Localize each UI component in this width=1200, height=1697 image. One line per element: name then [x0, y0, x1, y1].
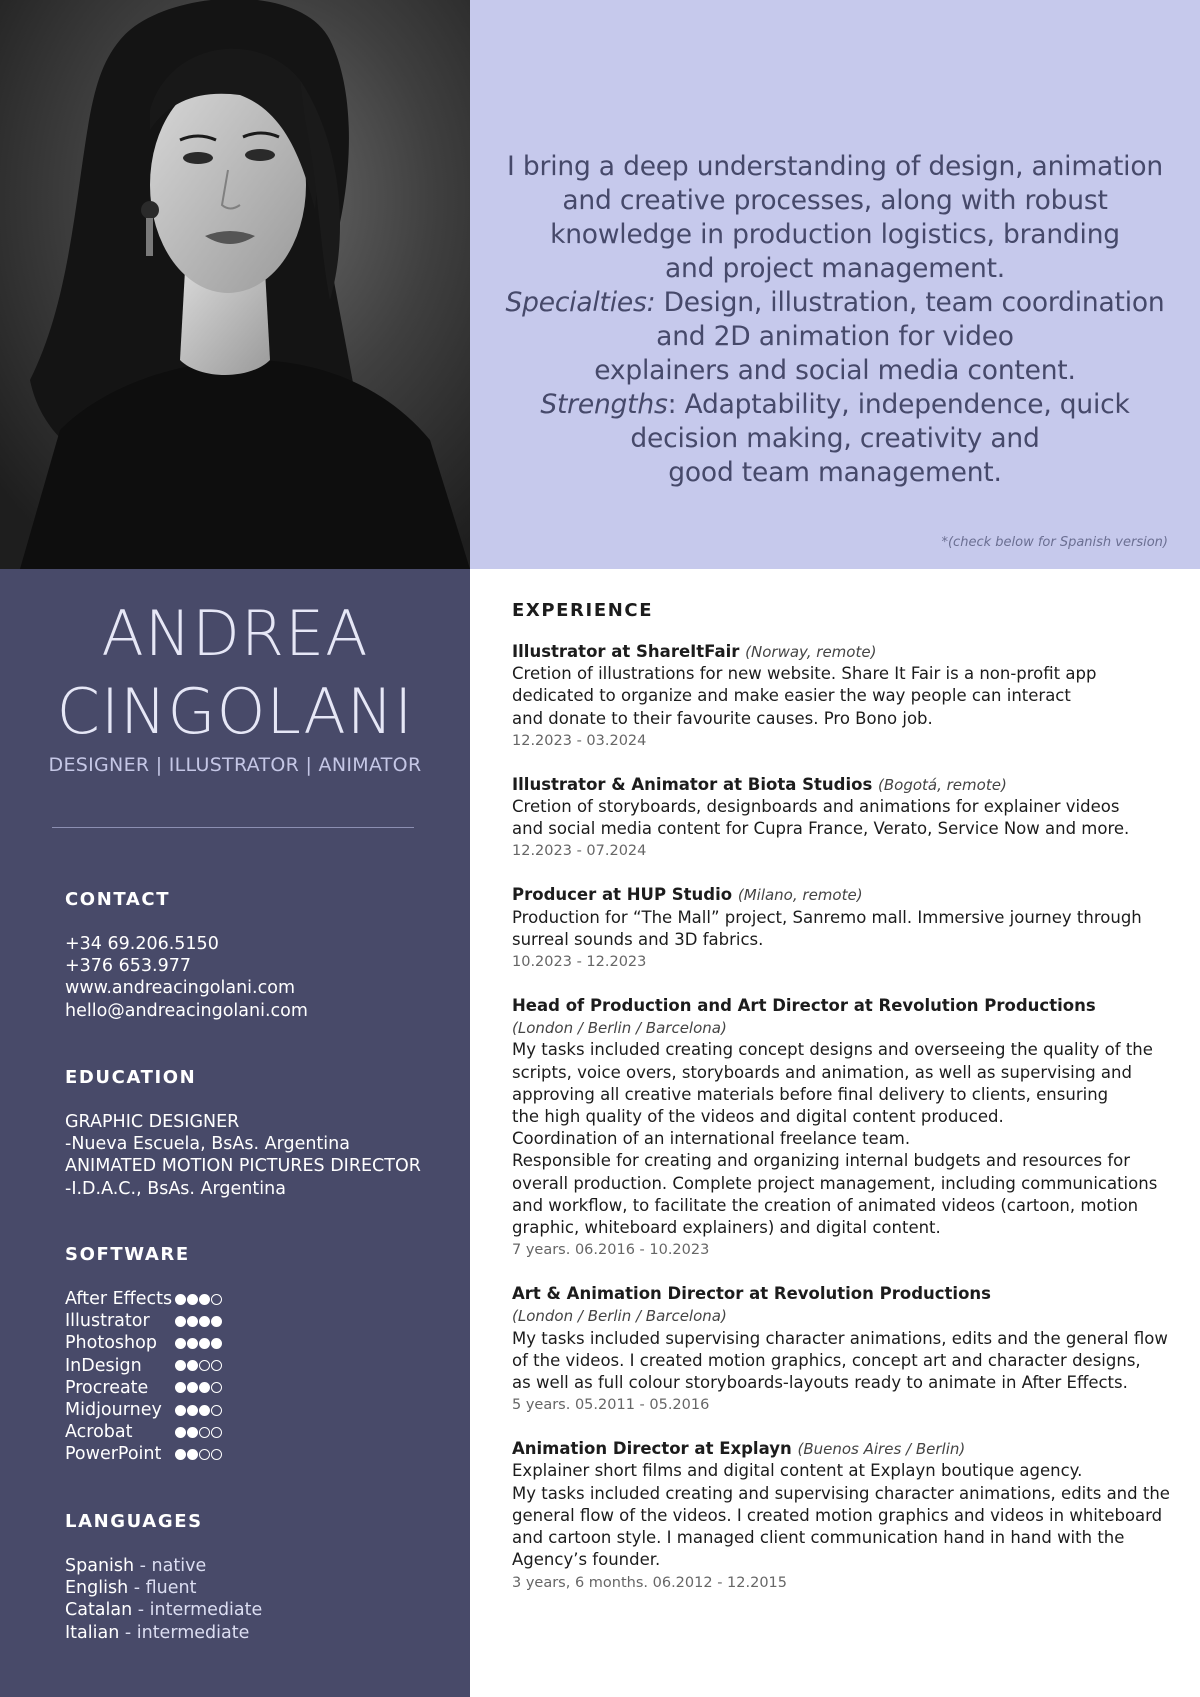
- jobs-list: [512, 641, 1172, 1594]
- skill-level-dots: [175, 1316, 222, 1327]
- roles-subtitle: DESIGNER | ILLUSTRATOR | ANIMATOR: [48, 754, 422, 776]
- filled-dot-icon: [199, 1338, 210, 1349]
- job-description-line: My tasks included creating concept designs and overseeing the quality of the: [512, 1040, 1153, 1060]
- summary-line-text: and 2D animation for video: [656, 321, 1014, 352]
- software-name: InDesign: [65, 1355, 142, 1376]
- profile-photo: [0, 0, 470, 569]
- languages-list: [65, 1555, 262, 1644]
- spanish-version-note: *(check below for Spanish version): [941, 535, 1168, 550]
- job-dates: 10.2023 - 12.2023: [512, 954, 647, 971]
- filled-dot-icon: [211, 1316, 222, 1327]
- job-description-line: the high quality of the videos and digital content produced.: [512, 1107, 1004, 1127]
- job-description-line: and cartoon style. I managed client communication hand in hand with the: [512, 1528, 1125, 1548]
- summary-line-text: and creative processes, along with robust: [562, 185, 1108, 216]
- filled-dot-icon: [199, 1316, 210, 1327]
- language-level: - fluent: [128, 1578, 197, 1599]
- filled-dot-icon: [211, 1338, 222, 1349]
- filled-dot-icon: [175, 1382, 186, 1393]
- first-name: ANDREA: [101, 597, 369, 670]
- job-dates: 5 years. 05.2011 - 05.2016: [512, 1397, 710, 1414]
- software-row: [65, 1377, 222, 1399]
- job-description-line: general flow of the videos. I created motion graphics and videos in whiteboard: [512, 1505, 1163, 1525]
- software-name: Photoshop: [65, 1333, 157, 1354]
- skill-level-dots: [175, 1294, 222, 1305]
- job-location: (London / Berlin / Barcelona): [512, 1019, 727, 1038]
- summary-text: [490, 150, 1180, 490]
- job-dates: 12.2023 - 03.2024: [512, 732, 647, 749]
- summary-line-text: good team management.: [668, 457, 1002, 488]
- job-description-line: approving all creative materials before final delivery to clients, ensuring: [512, 1084, 1109, 1104]
- summary-line-text: explainers and social media content.: [594, 355, 1076, 386]
- filled-dot-icon: [175, 1316, 186, 1327]
- job-title: Illustrator at ShareItFair (Norway, remote): [512, 642, 877, 661]
- filled-dot-icon: [175, 1338, 186, 1349]
- job-entry: [512, 995, 1172, 1261]
- job-description-line: graphic, whiteboard explainers) and digital content.: [512, 1218, 941, 1238]
- summary-line: [490, 388, 1180, 422]
- job-description-line: Production for “The Mall” project, Sanremo mall. Immersive journey through: [512, 907, 1142, 927]
- job-description-line: My tasks included creating and supervising character animations, edits and the: [512, 1483, 1170, 1503]
- empty-dot-icon: [199, 1360, 210, 1371]
- language-level: - intermediate: [132, 1600, 263, 1621]
- filled-dot-icon: [187, 1338, 198, 1349]
- education-item: -I.D.A.C., BsAs. Argentina: [65, 1178, 286, 1199]
- job-description-line: scripts, voice overs, storyboards and animation, as well as supervising and: [512, 1062, 1132, 1082]
- job-description: [512, 1460, 1172, 1571]
- summary-line-text: and project management.: [664, 253, 1006, 284]
- job-description: [512, 1039, 1172, 1239]
- filled-dot-icon: [187, 1316, 198, 1327]
- empty-dot-icon: [211, 1382, 222, 1393]
- skill-level-dots: [175, 1382, 222, 1393]
- language-name: Spanish: [65, 1556, 135, 1576]
- software-name: Acrobat: [65, 1422, 133, 1443]
- empty-dot-icon: [211, 1294, 222, 1305]
- language-row: [65, 1577, 262, 1599]
- filled-dot-icon: [187, 1360, 198, 1371]
- education-list: [65, 1111, 421, 1200]
- summary-line: [490, 456, 1180, 490]
- empty-dot-icon: [199, 1449, 210, 1460]
- portrait-image: [0, 0, 470, 569]
- job-description-line: Cretion of storyboards, designboards and animations for explainer videos: [512, 797, 1120, 817]
- job-description: [512, 907, 1172, 951]
- empty-dot-icon: [211, 1360, 222, 1371]
- contact-heading: CONTACT: [65, 889, 171, 910]
- job-description-line: Agency’s founder.: [512, 1550, 661, 1570]
- software-row: [65, 1288, 222, 1310]
- job-description-line: of the videos. I created motion graphics, concept art and character designs,: [512, 1350, 1141, 1370]
- job-description-line: Cretion of illustrations for new website. Share It Fair is a non-profit app: [512, 664, 1097, 684]
- job-description: [512, 1328, 1172, 1395]
- software-name: Midjourney: [65, 1399, 162, 1420]
- skill-level-dots: [175, 1360, 222, 1371]
- summary-line-text: I bring a deep understanding of design, animation: [507, 151, 1163, 182]
- language-name: English: [65, 1578, 129, 1599]
- job-entry: [512, 884, 1172, 973]
- summary-line: [490, 422, 1180, 456]
- software-name: After Effects: [65, 1289, 173, 1309]
- education-item: ANIMATED MOTION PICTURES DIRECTOR: [65, 1156, 421, 1177]
- language-level: - native: [134, 1556, 207, 1576]
- filled-dot-icon: [199, 1382, 210, 1393]
- job-location: (London / Berlin / Barcelona): [512, 1307, 727, 1326]
- job-title: Producer at HUP Studio (Milano, remote): [512, 885, 863, 905]
- language-name: Italian: [65, 1622, 120, 1643]
- summary-line-text: : Adaptability, independence, quick: [667, 389, 1130, 420]
- summary-emphasis: Specialties:: [505, 287, 656, 318]
- job-location: (Milano, remote): [737, 886, 863, 905]
- job-description-line: dedicated to organize and make easier the way people can interact: [512, 686, 1071, 706]
- job-description-line: and workflow, to facilitate the creation of animated videos (cartoon, motion: [512, 1195, 1139, 1215]
- contact-list: [65, 933, 308, 1022]
- summary-line: [490, 252, 1180, 286]
- summary-line: [490, 286, 1180, 320]
- summary-line: [490, 218, 1180, 252]
- language-level: - intermediate: [119, 1622, 250, 1643]
- job-description-line: and donate to their favourite causes. Pro Bono job.: [512, 708, 933, 728]
- software-heading: SOFTWARE: [65, 1244, 190, 1265]
- filled-dot-icon: [175, 1360, 186, 1371]
- education-heading: EDUCATION: [65, 1067, 197, 1088]
- language-row: [65, 1599, 262, 1621]
- job-dates: 12.2023 - 07.2024: [512, 843, 647, 860]
- filled-dot-icon: [187, 1382, 198, 1393]
- job-description-line: Responsible for creating and organizing internal budgets and resources for: [512, 1151, 1131, 1171]
- job-title: Illustrator & Animator at Biota Studios (Bogotá, remote): [512, 774, 1007, 794]
- filled-dot-icon: [187, 1449, 198, 1460]
- skill-level-dots: [175, 1427, 222, 1438]
- filled-dot-icon: [199, 1405, 210, 1416]
- job-description-line: overall production. Complete project management, including communications: [512, 1173, 1158, 1193]
- language-row: [65, 1555, 262, 1577]
- job-description-line: surreal sounds and 3D fabrics.: [512, 929, 764, 949]
- email-link[interactable]: hello@andreacingolani.com: [65, 1000, 308, 1021]
- job-entry: [512, 641, 1172, 752]
- summary-line-text: Design, illustration, team coordination: [655, 287, 1165, 318]
- job-location: (Bogotá, remote): [878, 775, 1007, 794]
- summary-line-text: decision making, creativity and: [630, 423, 1040, 454]
- summary-line: [490, 150, 1180, 184]
- job-location: (Buenos Aires / Berlin): [797, 1440, 966, 1459]
- job-description-line: Coordination of an international freelance team.: [512, 1129, 911, 1149]
- filled-dot-icon: [175, 1294, 186, 1305]
- software-row: [65, 1399, 222, 1421]
- software-row: [65, 1443, 222, 1465]
- languages-heading: LANGUAGES: [65, 1511, 203, 1532]
- job-title: Head of Production and Art Director at Revolution Productions: [512, 996, 1096, 1016]
- job-title: Animation Director at Explayn (Buenos Aires / Berlin): [512, 1439, 966, 1459]
- empty-dot-icon: [211, 1427, 222, 1438]
- software-name: Procreate: [65, 1377, 149, 1398]
- skill-level-dots: [175, 1405, 222, 1416]
- job-entry: [512, 774, 1172, 863]
- software-row: [65, 1332, 222, 1354]
- summary-line: [490, 320, 1180, 354]
- summary-emphasis: Strengths: [540, 389, 668, 420]
- summary-panel: [470, 0, 1200, 569]
- software-list: [65, 1288, 222, 1466]
- software-name: PowerPoint: [65, 1444, 162, 1465]
- filled-dot-icon: [175, 1405, 186, 1416]
- language-row: [65, 1622, 262, 1644]
- phone-spain[interactable]: +34 69.206.5150: [65, 934, 219, 954]
- filled-dot-icon: [187, 1427, 198, 1438]
- phone-andorra[interactable]: +376 653.977: [65, 956, 191, 977]
- filled-dot-icon: [199, 1294, 210, 1305]
- sidebar: [0, 569, 470, 1697]
- software-row: [65, 1310, 222, 1332]
- job-description-line: and social media content for Cupra France, Verato, Service Now and more.: [512, 819, 1130, 839]
- summary-line-text: knowledge in production logistics, branding: [550, 219, 1120, 250]
- skill-level-dots: [175, 1338, 222, 1349]
- education-item: GRAPHIC DESIGNER: [65, 1112, 240, 1132]
- language-name: Catalan: [65, 1600, 133, 1621]
- job-dates: 7 years. 06.2016 - 10.2023: [512, 1242, 710, 1259]
- job-title: Art & Animation Director at Revolution Productions: [512, 1284, 991, 1304]
- filled-dot-icon: [187, 1405, 198, 1416]
- job-description-line: Explainer short films and digital content at Explayn boutique agency.: [512, 1461, 1083, 1481]
- empty-dot-icon: [211, 1405, 222, 1416]
- empty-dot-icon: [211, 1449, 222, 1460]
- job-description: [512, 796, 1172, 840]
- education-item: -Nueva Escuela, BsAs. Argentina: [65, 1134, 350, 1155]
- summary-line: [490, 354, 1180, 388]
- job-entry: [512, 1283, 1172, 1416]
- software-row: [65, 1421, 222, 1443]
- software-name: Illustrator: [65, 1311, 150, 1332]
- filled-dot-icon: [187, 1294, 198, 1305]
- summary-line: [490, 184, 1180, 218]
- filled-dot-icon: [175, 1427, 186, 1438]
- job-entry: [512, 1438, 1172, 1593]
- job-description-line: My tasks included supervising character animations, edits and the general flow: [512, 1328, 1168, 1348]
- job-location: (Norway, remote): [745, 643, 877, 661]
- experience-section: [512, 600, 1172, 1616]
- last-name: CINGOLANI: [56, 675, 414, 748]
- experience-heading: EXPERIENCE: [512, 600, 654, 621]
- software-row: [65, 1355, 222, 1377]
- filled-dot-icon: [175, 1449, 186, 1460]
- empty-dot-icon: [199, 1427, 210, 1438]
- job-dates: 3 years, 6 months. 06.2012 - 12.2015: [512, 1574, 787, 1591]
- divider: [52, 827, 414, 828]
- job-description: [512, 663, 1172, 730]
- website-link[interactable]: www.andreacingolani.com: [65, 978, 295, 999]
- job-description-line: as well as full colour storyboards-layouts ready to animate in After Effects.: [512, 1373, 1128, 1393]
- skill-level-dots: [175, 1449, 222, 1460]
